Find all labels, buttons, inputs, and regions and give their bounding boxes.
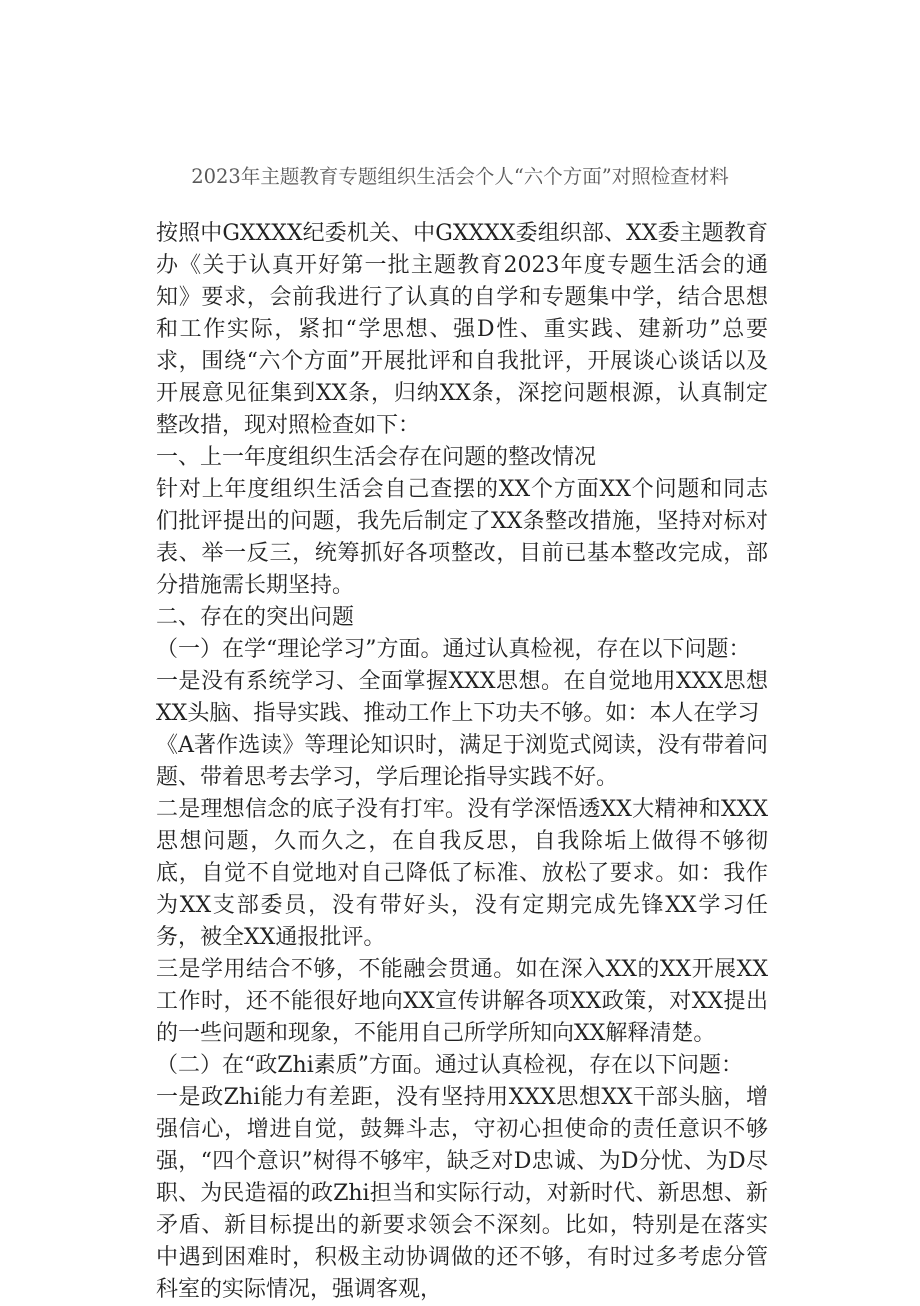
issue-1-continued-paragraph: 《A著作选读》等理论知识时，满足于浏览式阅读，没有带着问题、带着思考去学习，学后理论指导实践不好。 [156,733,768,790]
political-issue-1-paragraph: 一是政Zhi能力有差距，没有坚持用XXX思想XX干部头脑，增强信心，增进自觉，鼓舞斗志，守初心担使命的责任意识不够强，“四个意识”树得不够牢，缺乏对D忠诚、为D分忧、为D尽职、为民造福的政Zhi担当和实际行动，对新时代、新思想、新矛盾、新目标提出的新要求领会不深刻。比如，特别是在落实中遇到困难时，积极主动协调做的还不够，有时过多考虑分管科室的实际情况，强调客观， [156,1085,768,1302]
section-heading-2: 二、存在的突出问题 [156,605,355,630]
document-body [156,218,768,1306]
section-heading-1: 一、上一年度组织生活会存在问题的整改情况 [156,445,597,470]
document-title: 2023年主题教育专题组织生活会个人“六个方面”对照检查材料 [191,165,729,188]
issue-1-paragraph: 一是没有系统学习、全面掌握XXX思想。在自觉地用XXX思想XX头脑、指导实践、推动工作上下功夫不够。如：本人在学习 [156,669,768,726]
intro-paragraph: 按照中GXXXX纪委机关、中GXXXX委组织部、XX委主题教育办《关于认真开好第一批主题教育2023年度专题生活会的通知》要求，会前我进行了认真的自学和专题集中学，结合思想和工作实际，紧扣“学思想、强D性、重实践、建新功”总要求，围绕“六个方面”开展批评和自我批评，开展谈心谈话以及开展意见征集到XX条，归纳XX条，深挖问题根源，认真制定整改措，现对照检查如下： [156,221,768,438]
subsection-heading-theory: （一）在学“理论学习”方面。通过认真检视，存在以下问题： [156,637,751,662]
issue-3-paragraph: 三是学用结合不够，不能融会贯通。如在深入XX的XX开展XX工作时，还不能很好地向XX宣传讲解各项XX政策，对XX提出的一些问题和现象，不能用自己所学所知向XX解释清楚。 [156,957,768,1046]
rectification-paragraph: 针对上年度组织生活会自己查摆的XX个方面XX个问题和同志们批评提出的问题，我先后制定了XX条整改措施，坚持对标对表、举一反三，统筹抓好各项整改，目前已基本整改完成，部分措施需长期坚持。 [156,477,768,598]
issue-2-paragraph: 二是理想信念的底子没有打牢。没有学深悟透XX大精神和XXX思想问题，久而久之，在自我反思，自我除垢上做得不够彻底，自觉不自觉地对自己降低了标准、放松了要求。如：我作为XX支部委员，没有带好头，没有定期完成先锋XX学习任务，被全XX通报批评。 [156,797,768,950]
subsection-heading-political: （二）在“政Zhi素质”方面。通过认真检视，存在以下问题： [156,1053,743,1078]
